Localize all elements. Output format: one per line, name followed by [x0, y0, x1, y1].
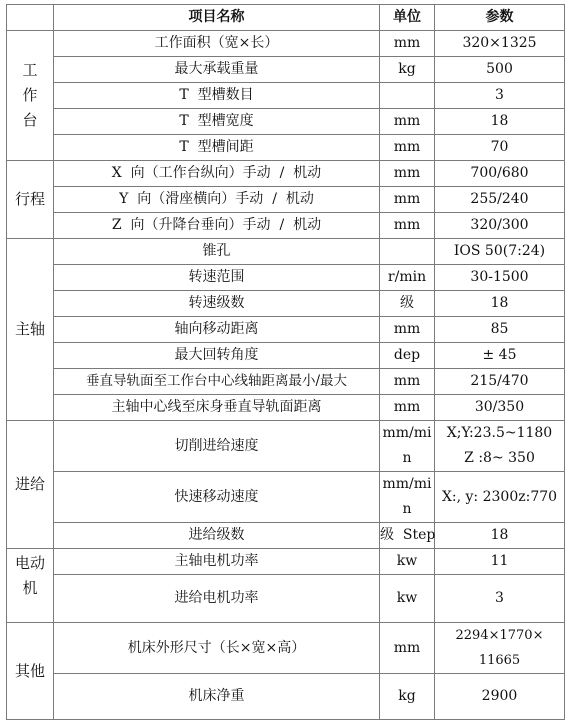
item-cell: 机床外形尺寸（长×宽×高）: [54, 623, 380, 674]
table-row: [7, 31, 565, 57]
table-row: [7, 135, 565, 161]
table-row: [7, 549, 565, 575]
value-cell: 3: [435, 575, 565, 623]
value-cell: 3: [435, 83, 565, 109]
item-cell: 轴向移动距离: [54, 317, 380, 343]
value-cell: 320/300: [435, 213, 565, 239]
item-cell: 工作面积（宽×长）: [54, 31, 380, 57]
table-row: [7, 674, 565, 720]
value-cell: [435, 421, 565, 472]
table-row: [7, 265, 565, 291]
value-cell: 500: [435, 57, 565, 83]
unit-cell: 级: [380, 291, 435, 317]
item-cell: 主轴电机功率: [54, 549, 380, 575]
item-cell: 进给电机功率: [54, 575, 380, 623]
item-cell: X 向（工作台纵向）手动 / 机动: [54, 161, 380, 187]
unit-cell: mm: [380, 369, 435, 395]
unit-cell: mm: [380, 31, 435, 57]
item-cell: 切削进给速度: [54, 421, 380, 472]
header-param: 参数: [435, 5, 565, 31]
value-line: X;Y:23.5~1180: [446, 425, 553, 441]
table-row: [7, 109, 565, 135]
unit-cell: mm: [380, 623, 435, 674]
item-cell: 转速范围: [54, 265, 380, 291]
table-row: [7, 369, 565, 395]
value-cell: 30-1500: [435, 265, 565, 291]
table-row: [7, 187, 565, 213]
value-cell: 255/240: [435, 187, 565, 213]
table-row: [7, 395, 565, 421]
item-cell: 机床净重: [54, 674, 380, 720]
unit-cell: mm: [380, 135, 435, 161]
header-unit: 单位: [380, 5, 435, 31]
value-cell: IOS 50(7:24): [435, 239, 565, 265]
value-cell: 320×1325: [435, 31, 565, 57]
item-cell: Z 向（升降台垂向）手动 / 机动: [54, 213, 380, 239]
value-cell: 18: [435, 291, 565, 317]
table-row: [7, 523, 565, 549]
unit-cell: mm: [380, 161, 435, 187]
unit-line: n: [402, 450, 412, 466]
unit-cell: mm: [380, 213, 435, 239]
value-cell: ± 45: [435, 343, 565, 369]
item-cell: 垂直导轨面至工作台中心线轴距离最小/最大: [54, 369, 380, 395]
item-cell: 最大承载重量: [54, 57, 380, 83]
unit-cell: mm: [380, 395, 435, 421]
header-row: [7, 5, 565, 31]
table-row: [7, 575, 565, 623]
unit-cell: [380, 472, 435, 523]
unit-cell: kg: [380, 57, 435, 83]
table-row: [7, 623, 565, 674]
table-row: [7, 291, 565, 317]
item-cell: T 型槽数目: [54, 83, 380, 109]
table-row: [7, 472, 565, 523]
value-cell: X:, y: 2300z:770: [435, 472, 565, 523]
table-row: [7, 317, 565, 343]
unit-cell: [380, 83, 435, 109]
group-label-line: 电动: [14, 554, 45, 572]
value-cell: 85: [435, 317, 565, 343]
spec-table: [6, 4, 565, 720]
unit-line: mm/mi: [382, 476, 432, 492]
value-cell: 2900: [435, 674, 565, 720]
value-cell: 11: [435, 549, 565, 575]
item-cell: 主轴中心线至床身垂直导轨面距离: [54, 395, 380, 421]
item-cell: T 型槽宽度: [54, 109, 380, 135]
table-row: [7, 83, 565, 109]
value-cell: 18: [435, 523, 565, 549]
unit-cell: mm: [380, 109, 435, 135]
table-row: [7, 213, 565, 239]
item-cell: Y 向（滑座横向）手动 / 机动: [54, 187, 380, 213]
unit-cell: 级 Step: [380, 523, 435, 549]
unit-cell: [380, 239, 435, 265]
value-cell: 70: [435, 135, 565, 161]
value-cell: 18: [435, 109, 565, 135]
value-line: Z :8~ 350: [464, 450, 535, 466]
unit-cell: mm: [380, 317, 435, 343]
table-row: [7, 421, 565, 472]
unit-cell: dep: [380, 343, 435, 369]
table-row: [7, 239, 565, 265]
table-row: [7, 343, 565, 369]
unit-cell: kw: [380, 549, 435, 575]
item-cell: 快速移动速度: [54, 472, 380, 523]
value-cell: 30/350: [435, 395, 565, 421]
header-item: 项目名称: [54, 5, 380, 31]
group-label-motor: [7, 549, 54, 623]
group-label-text: 工 作 台: [22, 61, 38, 129]
item-cell: 进给级数: [54, 523, 380, 549]
unit-line: mm/mi: [382, 425, 432, 441]
group-label-spindle: 主轴: [7, 239, 54, 421]
table-row: [7, 57, 565, 83]
table-row: [7, 161, 565, 187]
item-cell: 最大回转角度: [54, 343, 380, 369]
group-label-travel: 行程: [7, 161, 54, 239]
unit-cell: kw: [380, 575, 435, 623]
unit-cell: kg: [380, 674, 435, 720]
unit-cell: mm: [380, 187, 435, 213]
group-label-line: 机: [22, 579, 38, 597]
item-cell: 转速级数: [54, 291, 380, 317]
unit-cell: [380, 421, 435, 472]
group-label-worktable: [7, 31, 54, 161]
group-label-other: 其他: [7, 623, 54, 720]
unit-cell: r/min: [380, 265, 435, 291]
header-blank: [7, 5, 54, 31]
value-cell: 700/680: [435, 161, 565, 187]
value-cell: 2294×1770× 11665: [435, 623, 565, 674]
group-label-feed: 进给: [7, 421, 54, 549]
item-cell: 锥孔: [54, 239, 380, 265]
value-cell: 215/470: [435, 369, 565, 395]
unit-line: n: [402, 501, 412, 517]
item-cell: T 型槽间距: [54, 135, 380, 161]
